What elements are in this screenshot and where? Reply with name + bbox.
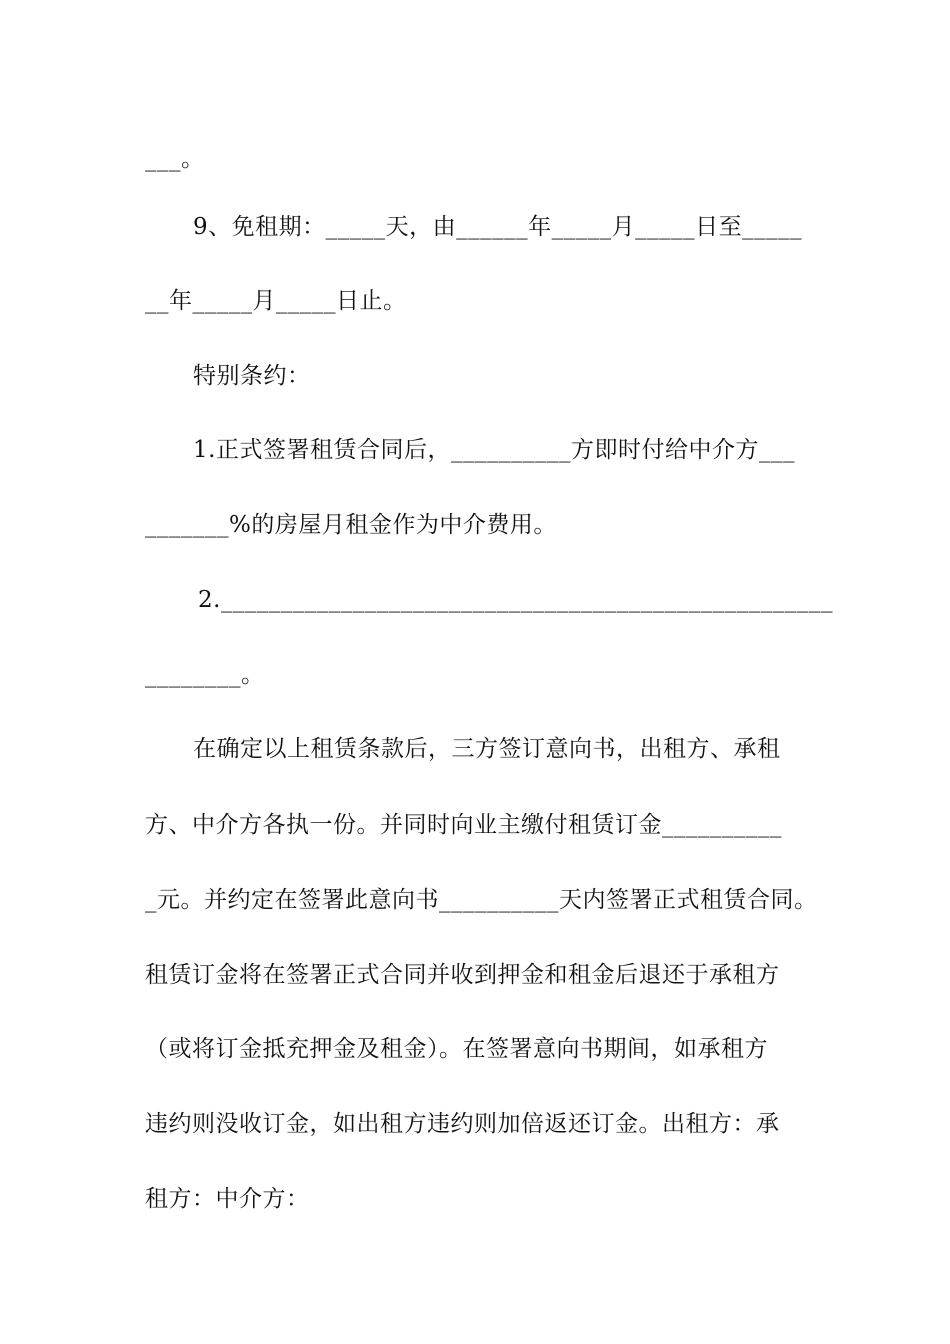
text-line-paragraph-6: 违约则没收订金，如出租方违约则加倍返还订金。出租方：承 bbox=[145, 1111, 780, 1137]
text-line-term-1-cont: _______%的房屋月租金作为中介费用。 bbox=[145, 512, 557, 538]
text-line-rent-free-end: __年_____月_____日止。 bbox=[145, 288, 407, 314]
section-heading-special-terms: 特别条约： bbox=[193, 363, 311, 389]
text-line-signatories: 租方：中介方： bbox=[145, 1186, 310, 1212]
text-line-rent-free-period: 9、免租期：_____天，由______年_____月_____日至_____ bbox=[193, 214, 803, 240]
text-line-term-2: 2.___________________________________________________ bbox=[198, 587, 833, 613]
text-line-paragraph-4: 租赁订金将在签署正式合同并收到押金和租金后退还于承租方 bbox=[145, 962, 780, 988]
text-line-paragraph-1: 在确定以上租赁条款后，三方签订意向书，出租方、承租 bbox=[193, 736, 781, 762]
text-line-paragraph-3: _元。并约定在签署此意向书__________天内签署正式租赁合同。 bbox=[145, 887, 818, 913]
text-line-paragraph-5: （或将订金抵充押金及租金）。在签署意向书期间，如承租方 bbox=[145, 1036, 768, 1062]
text-line-blank-end: ___。 bbox=[145, 146, 205, 172]
text-line-term-1: 1.正式签署租赁合同后，__________方即时付给中介方___ bbox=[193, 437, 795, 463]
text-line-term-2-cont: ________。 bbox=[145, 662, 265, 688]
text-line-paragraph-2: 方、中介方各执一份。并同时向业主缴付租赁订金__________ bbox=[145, 812, 782, 838]
